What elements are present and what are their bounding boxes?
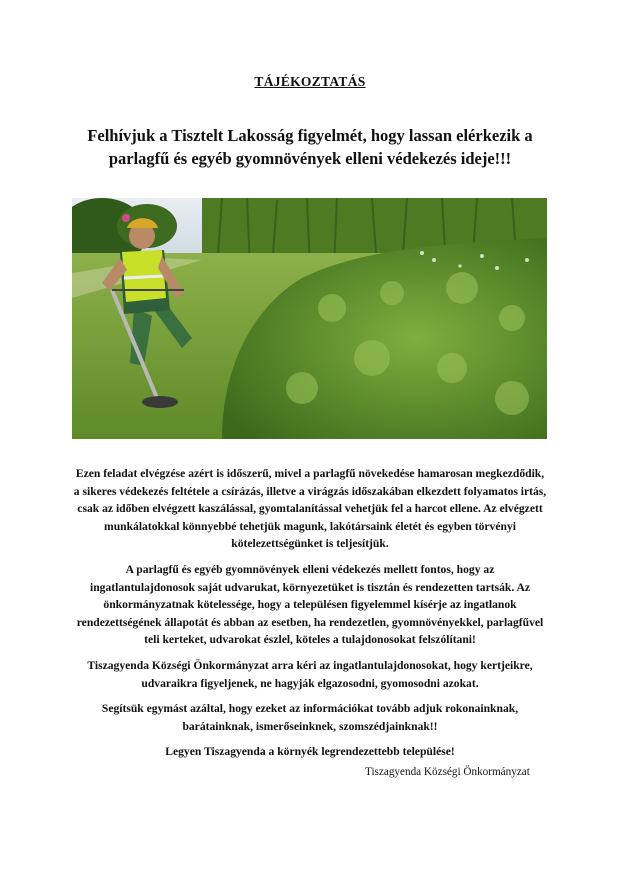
notice-body — [72, 465, 548, 769]
notice-lead: Felhívjuk a Tisztelt Lakosság figyelmét, hogy lassan elérkezik a parlagfű és egyéb gyomnövények elleni védekezés ideje!!! — [87, 126, 533, 168]
paragraph-share: Segítsük egymást azáltal, hogy ezeket az információkat tovább adjuk rokonainknak, barátainknak, ismerőseinknek, szomszédjainknak!! — [101, 702, 519, 733]
photo-worker-trimming-weeds — [72, 198, 547, 439]
paragraph-obligations: A parlagfű és egyéb gyomnövények elleni védekezés mellett fontos, hogy az ingatlantulajdonosok saját udvarukat, környezetüket is tisztán és rendezetten tartsák. Az önkormányzatnak kötelessége, hogy a településen figyelemmel kísérje az ingatlanok rendezettségének állapotát és abban az esetben, ha rendezetlen, gyomnövényekkel, parlagfűvel teli kerteket, udvarokat észlel, köteles a tulajdonosokat felszólítani! — [76, 562, 544, 647]
paragraph-timing: Ezen feladat elvégzése azért is időszerű, mivel a parlagfű növekedése hamarosan megkezdődik, a sikeres védekezés feltétele a csírázás, illetve a virágzás időszakában elkezdett folyamatos irtás, csak az időben elvégzett kaszálással, gyomtalanítással vehetjük fel a harcot ellene. Az elvégzett munkálatokkal könnyebbé tehetjük magunk, lakótársaink életét és egyben törvényi kötelezettségünket is teljesítjük. — [73, 467, 547, 551]
paragraph-closing: Legyen Tiszagyenda a környék legrendezettebb települése! — [165, 745, 455, 759]
paragraph-request: Tiszagyenda Községi Önkormányzat arra kéri az ingatlantulajdonosokat, hogy kertjeikre, udvaraikra figyeljenek, ne hagyják elgazosodni, gyomosodni azokat. — [87, 658, 533, 690]
signature: Tiszagyenda Községi Önkormányzat — [365, 766, 530, 778]
notice-heading: TÁJÉKOZTATÁS — [254, 74, 366, 89]
